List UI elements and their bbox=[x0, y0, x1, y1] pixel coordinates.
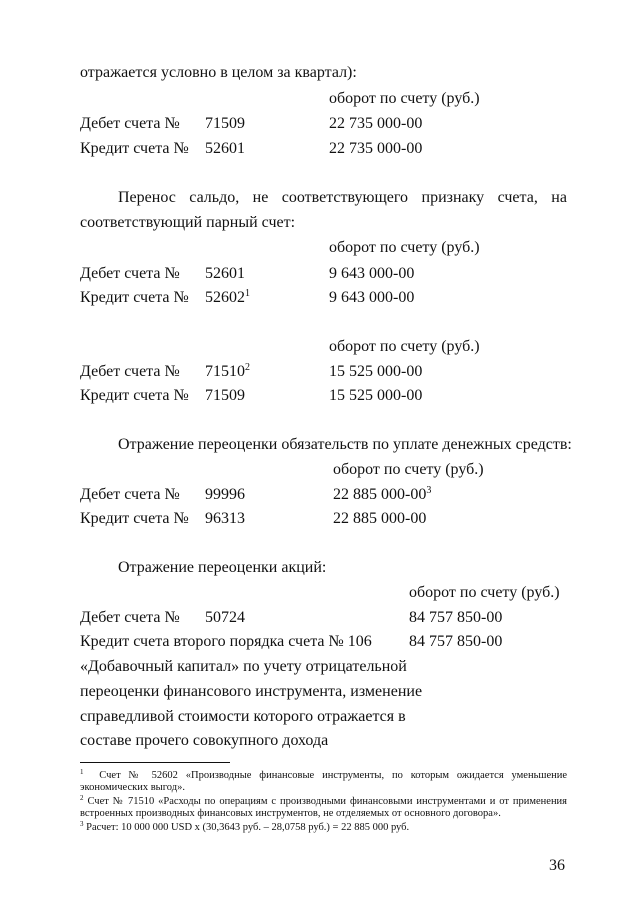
word: счета, bbox=[497, 189, 538, 206]
footnote-ref: 3 bbox=[426, 485, 432, 496]
footnote-2-line1: $^2$ Счет № 71510 «Расходы по операциям с производными финансовыми инструментами и от применения bbox=[80, 794, 568, 807]
word: Перенос bbox=[118, 189, 176, 206]
credit-amount: 22 735 000-00 bbox=[329, 140, 423, 157]
credit-account: 96313 bbox=[205, 510, 245, 527]
debit-amount: 9 643 000-00 bbox=[329, 265, 415, 282]
credit-description-line: составе прочего совокупного дохода bbox=[80, 732, 329, 749]
debit-label: Дебет счета № bbox=[80, 486, 180, 503]
credit-amount: 15 525 000-00 bbox=[329, 387, 423, 404]
footnote-3: $^3$ Расчет: 10 000 000 USD x (30,3643 руб. – 28,0758 руб.) = 22 885 000 руб. bbox=[80, 820, 410, 833]
credit-label: Кредит счета № bbox=[80, 289, 189, 306]
credit-description-line: «Добавочный капитал» по учету отрицательной bbox=[80, 658, 407, 675]
word: признаку bbox=[421, 189, 485, 206]
intro-line: отражается условно в целом за квартал): bbox=[80, 64, 357, 81]
footnote-1-line1: $^1$ Счет № 52602 «Производные финансовые инструменты, по которым ожидается уменьшение bbox=[80, 768, 568, 781]
footnote-1-line2: экономических выгод». bbox=[80, 782, 185, 793]
credit-label: Кредит счета № bbox=[80, 387, 189, 404]
credit-amount: 84 757 850-00 bbox=[409, 633, 503, 650]
debit-amount: 22 735 000-00 bbox=[329, 115, 423, 132]
word: на bbox=[551, 189, 567, 206]
page-number: 36 bbox=[549, 857, 565, 874]
debit-label: Дебет счета № bbox=[80, 363, 180, 380]
debit-amount: 84 757 850-00 bbox=[409, 609, 503, 626]
debit-amount: 22 885 $000-00^3$ bbox=[333, 485, 432, 503]
footnote-number: 2 bbox=[80, 794, 84, 802]
paragraph-transfer-line1 bbox=[80, 188, 567, 208]
credit-label: Кредит счета № bbox=[80, 510, 189, 527]
turnover-header: оборот по счету (руб.) bbox=[329, 338, 480, 355]
footnote-ref: 2 bbox=[245, 362, 250, 373]
debit-account: 52601 bbox=[205, 265, 245, 282]
footnote-separator bbox=[80, 762, 230, 763]
credit-account: 52602$^1$ bbox=[205, 288, 250, 306]
debit-account: 71510$^2$ bbox=[205, 362, 250, 380]
credit-amount: 9 643 000-00 bbox=[329, 289, 415, 306]
debit-account: 99996 bbox=[205, 486, 245, 503]
credit-label: Кредит счета № bbox=[80, 140, 189, 157]
debit-label: Дебет счета № bbox=[80, 265, 180, 282]
word: соответствующего bbox=[281, 189, 409, 206]
word: сальдо, bbox=[189, 189, 240, 206]
footnote-2-line2: встроенных производных финансовых инструментов, не отделяемых от основного договора». bbox=[80, 808, 501, 819]
credit-account: 52601 bbox=[205, 140, 245, 157]
turnover-header: оборот по счету (руб.) bbox=[409, 584, 560, 601]
paragraph-shares: Отражение переоценки акций: bbox=[118, 559, 327, 576]
debit-account: 71509 bbox=[205, 115, 245, 132]
debit-label: Дебет счета № bbox=[80, 609, 180, 626]
footnote-number: 3 bbox=[80, 820, 84, 828]
credit-description-line: справедливой стоимости которого отражается в bbox=[80, 708, 406, 725]
debit-amount: 15 525 000-00 bbox=[329, 363, 423, 380]
credit-description-line: переоценки финансового инструмента, изменение bbox=[80, 683, 423, 700]
credit-amount: 22 885 000-00 bbox=[333, 510, 427, 527]
word: не bbox=[252, 189, 269, 206]
footnote-number: 1 bbox=[80, 768, 84, 776]
credit-description-line: Кредит счета второго порядка счета № 106 bbox=[80, 633, 372, 650]
turnover-header: оборот по счету (руб.) bbox=[329, 90, 480, 107]
debit-label: Дебет счета № bbox=[80, 115, 180, 132]
credit-account: 71509 bbox=[205, 387, 245, 404]
paragraph-liabilities: Отражение переоценки обязательств по уплате денежных средств: bbox=[118, 436, 572, 453]
footnote-ref: 1 bbox=[245, 288, 250, 299]
turnover-header: оборот по счету (руб.) bbox=[329, 239, 480, 256]
paragraph-transfer-line2: соответствующий парный счет: bbox=[80, 214, 296, 231]
turnover-header: оборот по счету (руб.) bbox=[333, 461, 484, 478]
debit-account: 50724 bbox=[205, 609, 245, 626]
